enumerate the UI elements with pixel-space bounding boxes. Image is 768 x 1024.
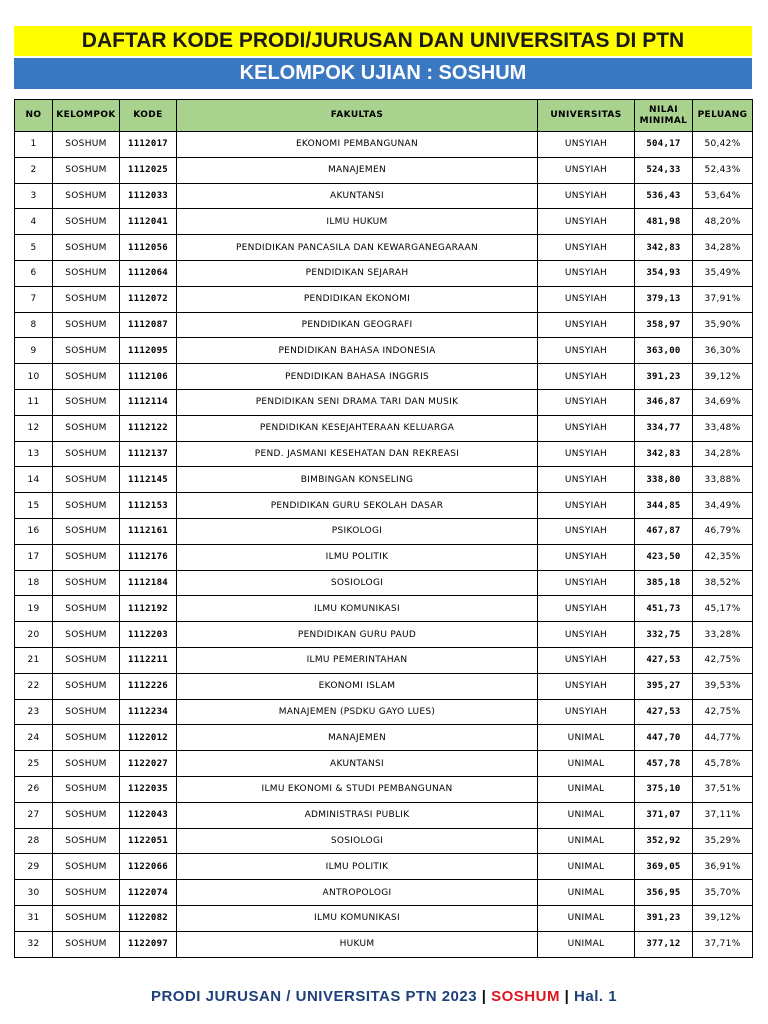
cell-fakultas: ANTROPOLOGI [177,880,538,906]
table-row [15,493,753,519]
cell-nilai-minimal: 338,80 [635,467,693,493]
cell-fakultas: AKUNTANSI [177,751,538,777]
table-row [15,132,753,158]
cell-no: 6 [15,260,53,286]
cell-no: 32 [15,931,53,957]
table-row [15,931,753,957]
cell-peluang: 42,75% [693,699,753,725]
cell-fakultas: BIMBINGAN KONSELING [177,467,538,493]
cell-kelompok: SOSHUM [53,802,120,828]
cell-nilai-minimal: 354,93 [635,260,693,286]
cell-peluang: 50,42% [693,132,753,158]
cell-no: 26 [15,776,53,802]
cell-universitas: UNSYIAH [538,209,635,235]
cell-peluang: 37,71% [693,931,753,957]
cell-nilai-minimal: 447,70 [635,725,693,751]
table-row [15,570,753,596]
footer-separator: | [481,988,487,1005]
cell-universitas: UNSYIAH [538,338,635,364]
cell-fakultas: EKONOMI PEMBANGUNAN [177,132,538,158]
cell-nilai-minimal: 427,53 [635,647,693,673]
footer-group: SOSHUM [491,988,560,1005]
cell-kelompok: SOSHUM [53,389,120,415]
header-fakultas: FAKULTAS [177,100,538,132]
footer-separator: | [564,988,570,1005]
cell-kode: 1122043 [120,802,177,828]
cell-no: 18 [15,570,53,596]
cell-fakultas: PSIKOLOGI [177,518,538,544]
cell-peluang: 48,20% [693,209,753,235]
cell-universitas: UNSYIAH [538,518,635,544]
cell-nilai-minimal: 451,73 [635,596,693,622]
cell-fakultas: SOSIOLOGI [177,570,538,596]
table-row [15,828,753,854]
cell-fakultas: ILMU PEMERINTAHAN [177,647,538,673]
cell-kelompok: SOSHUM [53,518,120,544]
document-subtitle: KELOMPOK UJIAN : SOSHUM [14,58,752,89]
header-minimal: MINIMAL [639,115,688,126]
cell-fakultas: PENDIDIKAN BAHASA INGGRIS [177,364,538,390]
cell-kode: 1112226 [120,673,177,699]
cell-kelompok: SOSHUM [53,132,120,158]
cell-nilai-minimal: 356,95 [635,880,693,906]
cell-fakultas: PENDIDIKAN SEJARAH [177,260,538,286]
cell-nilai-minimal: 342,83 [635,441,693,467]
header-nilai: NILAI [649,104,678,115]
cell-fakultas: PENDIDIKAN PANCASILA DAN KEWARGANEGARAAN [177,235,538,261]
cell-universitas: UNIMAL [538,880,635,906]
page-footer [0,988,768,1005]
cell-kelompok: SOSHUM [53,751,120,777]
cell-kode: 1112064 [120,260,177,286]
cell-kelompok: SOSHUM [53,931,120,957]
footer-title: PRODI JURUSAN / UNIVERSITAS PTN 2023 [150,988,478,1005]
cell-fakultas: MANAJEMEN [177,725,538,751]
cell-nilai-minimal: 481,98 [635,209,693,235]
cell-peluang: 33,88% [693,467,753,493]
cell-universitas: UNSYIAH [538,286,635,312]
cell-kode: 1122066 [120,854,177,880]
cell-kode: 1112106 [120,364,177,390]
cell-no: 7 [15,286,53,312]
cell-kode: 1112072 [120,286,177,312]
cell-kode: 1122027 [120,751,177,777]
document-title: DAFTAR KODE PRODI/JURUSAN DAN UNIVERSITAS DI PTN [14,26,752,56]
table-row [15,364,753,390]
cell-fakultas: AKUNTANSI [177,183,538,209]
cell-kode: 1112017 [120,132,177,158]
cell-kode: 1112184 [120,570,177,596]
cell-kelompok: SOSHUM [53,209,120,235]
cell-kelompok: SOSHUM [53,260,120,286]
cell-nilai-minimal: 358,97 [635,312,693,338]
cell-universitas: UNIMAL [538,751,635,777]
cell-kelompok: SOSHUM [53,338,120,364]
table-row [15,596,753,622]
cell-universitas: UNSYIAH [538,132,635,158]
table-row [15,338,753,364]
cell-nilai-minimal: 524,33 [635,157,693,183]
cell-nilai-minimal: 363,00 [635,338,693,364]
cell-fakultas: PENDIDIKAN GURU SEKOLAH DASAR [177,493,538,519]
table-row [15,286,753,312]
cell-nilai-minimal: 375,10 [635,776,693,802]
cell-no: 14 [15,467,53,493]
cell-universitas: UNSYIAH [538,183,635,209]
cell-kelompok: SOSHUM [53,725,120,751]
cell-kelompok: SOSHUM [53,312,120,338]
table-body [15,132,753,958]
table-header-row [15,100,753,132]
cell-nilai-minimal: 344,85 [635,493,693,519]
cell-kelompok: SOSHUM [53,493,120,519]
cell-no: 20 [15,622,53,648]
cell-nilai-minimal: 346,87 [635,389,693,415]
table-row [15,751,753,777]
cell-peluang: 35,70% [693,880,753,906]
cell-kode: 1122035 [120,776,177,802]
cell-peluang: 37,51% [693,776,753,802]
cell-kelompok: SOSHUM [53,157,120,183]
cell-nilai-minimal: 379,13 [635,286,693,312]
cell-universitas: UNSYIAH [538,157,635,183]
header-universitas: UNIVERSITAS [538,100,635,132]
cell-kode: 1122074 [120,880,177,906]
cell-kode: 1112176 [120,544,177,570]
cell-peluang: 39,12% [693,364,753,390]
cell-nilai-minimal: 342,83 [635,235,693,261]
cell-no: 3 [15,183,53,209]
cell-no: 1 [15,132,53,158]
cell-kelompok: SOSHUM [53,415,120,441]
cell-peluang: 45,17% [693,596,753,622]
table-row [15,209,753,235]
cell-kode: 1112056 [120,235,177,261]
cell-peluang: 34,28% [693,235,753,261]
header-kelompok: KELOMPOK [53,100,120,132]
cell-kode: 1112122 [120,415,177,441]
cell-universitas: UNSYIAH [538,622,635,648]
cell-kode: 1112041 [120,209,177,235]
cell-fakultas: ILMU HUKUM [177,209,538,235]
table-row [15,312,753,338]
cell-kelompok: SOSHUM [53,183,120,209]
table-row [15,389,753,415]
cell-peluang: 44,77% [693,725,753,751]
cell-kode: 1112234 [120,699,177,725]
cell-kelompok: SOSHUM [53,441,120,467]
table-row [15,880,753,906]
cell-kelompok: SOSHUM [53,880,120,906]
cell-no: 10 [15,364,53,390]
cell-universitas: UNSYIAH [538,699,635,725]
table-row [15,622,753,648]
cell-peluang: 34,69% [693,389,753,415]
cell-no: 28 [15,828,53,854]
cell-universitas: UNSYIAH [538,441,635,467]
cell-kelompok: SOSHUM [53,647,120,673]
cell-universitas: UNIMAL [538,802,635,828]
prodi-table [14,99,753,958]
cell-no: 25 [15,751,53,777]
cell-fakultas: ADMINISTRASI PUBLIK [177,802,538,828]
cell-kode: 1122051 [120,828,177,854]
cell-kode: 1112192 [120,596,177,622]
cell-peluang: 37,91% [693,286,753,312]
cell-no: 5 [15,235,53,261]
cell-nilai-minimal: 332,75 [635,622,693,648]
cell-peluang: 42,75% [693,647,753,673]
cell-nilai-minimal: 427,53 [635,699,693,725]
cell-peluang: 53,64% [693,183,753,209]
cell-kelompok: SOSHUM [53,286,120,312]
cell-universitas: UNIMAL [538,905,635,931]
cell-no: 24 [15,725,53,751]
cell-kelompok: SOSHUM [53,622,120,648]
header-peluang: PELUANG [693,100,753,132]
cell-kode: 1112033 [120,183,177,209]
cell-peluang: 42,35% [693,544,753,570]
table-row [15,776,753,802]
cell-kode: 1112203 [120,622,177,648]
table-row [15,647,753,673]
cell-no: 2 [15,157,53,183]
cell-fakultas: ILMU KOMUNIKASI [177,596,538,622]
cell-kelompok: SOSHUM [53,776,120,802]
cell-kode: 1112211 [120,647,177,673]
cell-kode: 1112137 [120,441,177,467]
cell-nilai-minimal: 352,92 [635,828,693,854]
cell-peluang: 35,49% [693,260,753,286]
cell-peluang: 36,91% [693,854,753,880]
cell-universitas: UNSYIAH [538,415,635,441]
table-row [15,260,753,286]
cell-universitas: UNSYIAH [538,364,635,390]
cell-kelompok: SOSHUM [53,673,120,699]
cell-nilai-minimal: 457,78 [635,751,693,777]
cell-peluang: 34,49% [693,493,753,519]
cell-no: 11 [15,389,53,415]
cell-fakultas: PEND. JASMANI KESEHATAN DAN REKREASI [177,441,538,467]
cell-kode: 1112161 [120,518,177,544]
cell-kelompok: SOSHUM [53,570,120,596]
cell-fakultas: PENDIDIKAN EKONOMI [177,286,538,312]
table-row [15,441,753,467]
table-row [15,467,753,493]
cell-universitas: UNSYIAH [538,235,635,261]
cell-universitas: UNSYIAH [538,570,635,596]
cell-fakultas: EKONOMI ISLAM [177,673,538,699]
cell-no: 4 [15,209,53,235]
cell-peluang: 38,52% [693,570,753,596]
table-row [15,699,753,725]
cell-peluang: 37,11% [693,802,753,828]
cell-universitas: UNSYIAH [538,467,635,493]
cell-kelompok: SOSHUM [53,699,120,725]
cell-kelompok: SOSHUM [53,905,120,931]
cell-nilai-minimal: 334,77 [635,415,693,441]
cell-universitas: UNIMAL [538,828,635,854]
cell-peluang: 45,78% [693,751,753,777]
cell-no: 13 [15,441,53,467]
cell-universitas: UNSYIAH [538,647,635,673]
cell-no: 19 [15,596,53,622]
footer-page-number: Hal. 1 [574,988,618,1005]
cell-nilai-minimal: 395,27 [635,673,693,699]
table-row [15,905,753,931]
cell-universitas: UNIMAL [538,931,635,957]
cell-nilai-minimal: 423,50 [635,544,693,570]
cell-peluang: 39,12% [693,905,753,931]
table-row [15,157,753,183]
table-row [15,235,753,261]
cell-no: 16 [15,518,53,544]
cell-kelompok: SOSHUM [53,364,120,390]
cell-peluang: 46,79% [693,518,753,544]
cell-universitas: UNSYIAH [538,260,635,286]
cell-nilai-minimal: 391,23 [635,905,693,931]
cell-no: 29 [15,854,53,880]
cell-universitas: UNIMAL [538,725,635,751]
cell-kode: 1112087 [120,312,177,338]
cell-nilai-minimal: 385,18 [635,570,693,596]
cell-peluang: 33,28% [693,622,753,648]
table-row [15,183,753,209]
cell-nilai-minimal: 504,17 [635,132,693,158]
cell-no: 23 [15,699,53,725]
cell-fakultas: HUKUM [177,931,538,957]
table-row [15,544,753,570]
cell-no: 30 [15,880,53,906]
cell-kelompok: SOSHUM [53,544,120,570]
table-row [15,415,753,441]
cell-kode: 1122097 [120,931,177,957]
header-kode: KODE [120,100,177,132]
cell-nilai-minimal: 467,87 [635,518,693,544]
cell-nilai-minimal: 369,05 [635,854,693,880]
table-row [15,673,753,699]
cell-no: 21 [15,647,53,673]
cell-nilai-minimal: 371,07 [635,802,693,828]
cell-no: 17 [15,544,53,570]
cell-fakultas: ILMU POLITIK [177,854,538,880]
cell-universitas: UNSYIAH [538,544,635,570]
cell-fakultas: ILMU EKONOMI & STUDI PEMBANGUNAN [177,776,538,802]
cell-fakultas: PENDIDIKAN GURU PAUD [177,622,538,648]
cell-fakultas: PENDIDIKAN BAHASA INDONESIA [177,338,538,364]
cell-fakultas: MANAJEMEN [177,157,538,183]
cell-fakultas: ILMU KOMUNIKASI [177,905,538,931]
cell-fakultas: ILMU POLITIK [177,544,538,570]
cell-kelompok: SOSHUM [53,596,120,622]
cell-universitas: UNSYIAH [538,596,635,622]
cell-fakultas: SOSIOLOGI [177,828,538,854]
cell-no: 27 [15,802,53,828]
cell-universitas: UNIMAL [538,854,635,880]
cell-nilai-minimal: 377,12 [635,931,693,957]
cell-peluang: 52,43% [693,157,753,183]
cell-kelompok: SOSHUM [53,854,120,880]
cell-kode: 1112153 [120,493,177,519]
cell-kode: 1112145 [120,467,177,493]
cell-universitas: UNSYIAH [538,493,635,519]
cell-peluang: 34,28% [693,441,753,467]
cell-peluang: 33,48% [693,415,753,441]
cell-nilai-minimal: 391,23 [635,364,693,390]
table-row [15,518,753,544]
cell-kelompok: SOSHUM [53,235,120,261]
cell-universitas: UNSYIAH [538,389,635,415]
cell-universitas: UNSYIAH [538,312,635,338]
cell-fakultas: PENDIDIKAN GEOGRAFI [177,312,538,338]
cell-kode: 1122082 [120,905,177,931]
cell-no: 9 [15,338,53,364]
cell-peluang: 36,30% [693,338,753,364]
cell-peluang: 35,29% [693,828,753,854]
cell-fakultas: PENDIDIKAN KESEJAHTERAAN KELUARGA [177,415,538,441]
cell-kelompok: SOSHUM [53,467,120,493]
header-nilai-minimal [635,100,693,132]
table-row [15,854,753,880]
cell-no: 8 [15,312,53,338]
cell-kode: 1112114 [120,389,177,415]
cell-kelompok: SOSHUM [53,828,120,854]
cell-universitas: UNIMAL [538,776,635,802]
header-no: NO [15,100,53,132]
cell-peluang: 39,53% [693,673,753,699]
cell-no: 22 [15,673,53,699]
cell-nilai-minimal: 536,43 [635,183,693,209]
cell-kode: 1112095 [120,338,177,364]
cell-fakultas: PENDIDIKAN SENI DRAMA TARI DAN MUSIK [177,389,538,415]
cell-fakultas: MANAJEMEN (PSDKU GAYO LUES) [177,699,538,725]
cell-no: 31 [15,905,53,931]
cell-no: 12 [15,415,53,441]
cell-kode: 1112025 [120,157,177,183]
cell-peluang: 35,90% [693,312,753,338]
cell-kode: 1122012 [120,725,177,751]
cell-universitas: UNSYIAH [538,673,635,699]
table-row [15,725,753,751]
table-row [15,802,753,828]
cell-no: 15 [15,493,53,519]
